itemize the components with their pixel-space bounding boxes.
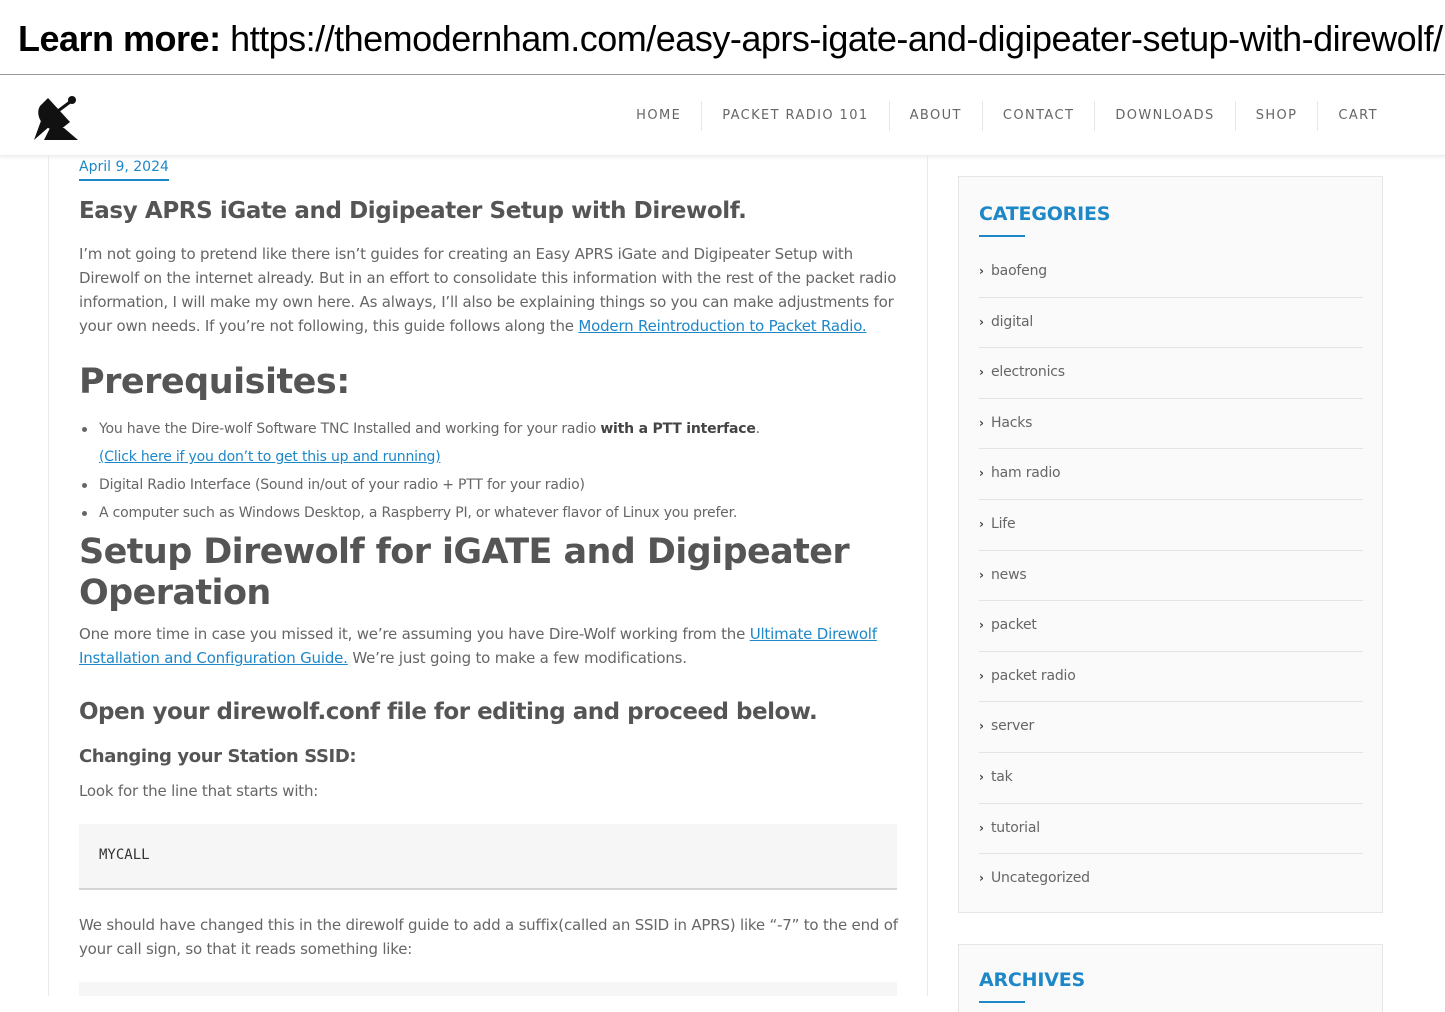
category-hacks[interactable] — [979, 399, 1363, 450]
setup-text-end: We’re just going to make a few modifications. — [347, 649, 687, 667]
archives-widget — [958, 944, 1383, 1012]
chevron-right-icon: › — [979, 668, 984, 683]
nav-cart[interactable]: CART — [1317, 101, 1398, 131]
setup-guide-link[interactable]: (Click here if you don’t to get this up and running) — [99, 449, 441, 465]
category-label: ham radio — [991, 465, 1061, 482]
bullet1-end: . — [755, 421, 760, 437]
list-item: A computer such as Windows Desktop, a Raspberry PI, or whatever flavor of Linux you prefer. — [79, 499, 899, 527]
chevron-right-icon: › — [979, 314, 984, 329]
content-area — [48, 156, 928, 996]
category-label: baofeng — [991, 263, 1047, 279]
nav-packet-radio-101[interactable]: PACKET RADIO 101 — [701, 101, 888, 131]
category-label: packet — [991, 617, 1037, 634]
prerequisites-heading: Prerequisites: — [79, 362, 350, 402]
category-label: packet radio — [991, 667, 1076, 684]
look-paragraph: Look for the line that starts with: — [79, 782, 319, 800]
code-mycall: MYCALL — [99, 847, 150, 863]
category-packet[interactable] — [979, 601, 1363, 652]
setup-paragraph — [79, 622, 899, 670]
code-block — [79, 824, 897, 890]
category-uncategorized[interactable] — [979, 854, 1363, 905]
chevron-right-icon: › — [979, 516, 984, 531]
category-tutorial[interactable] — [979, 804, 1363, 855]
category-label: Uncategorized — [991, 870, 1090, 887]
list-item: Digital Radio Interface (Sound in/out of your radio + PTT for your radio) — [79, 471, 899, 499]
nav-shop[interactable]: SHOP — [1235, 101, 1318, 131]
bullet1-text: You have the Dire-wolf Software TNC Installed and working for your radio — [99, 421, 601, 437]
category-label: tutorial — [991, 819, 1040, 836]
ssid-heading: Changing your Station SSID: — [79, 746, 357, 767]
intro-link[interactable]: Modern Reintroduction to Packet Radio. — [578, 317, 867, 335]
prerequisites-list — [79, 415, 899, 527]
category-news[interactable] — [979, 551, 1363, 602]
chevron-right-icon: › — [979, 820, 984, 835]
category-label: digital — [991, 313, 1034, 330]
bullet1-bold: with a PTT interface — [600, 421, 756, 437]
chevron-right-icon: › — [979, 264, 984, 278]
categories-widget — [958, 176, 1383, 913]
category-life[interactable] — [979, 500, 1363, 551]
archives-title: ARCHIVES — [979, 969, 1086, 991]
satellite-dish-icon[interactable] — [30, 88, 84, 142]
nav-home[interactable]: HOME — [636, 108, 682, 123]
chevron-right-icon: › — [979, 618, 984, 633]
category-label: Hacks — [991, 414, 1033, 431]
category-label: tak — [991, 768, 1013, 785]
list-item — [79, 443, 899, 471]
nav-about[interactable]: ABOUT — [889, 101, 982, 131]
banner-url[interactable]: https://themodernham.com/easy-aprs-igate-and-digipeater-setup-with-direwolf/ — [230, 18, 1443, 59]
chevron-right-icon: › — [979, 769, 984, 784]
chevron-right-icon: › — [979, 567, 984, 582]
category-baofeng[interactable] — [979, 247, 1363, 298]
category-label: news — [991, 566, 1027, 583]
post-date[interactable]: April 9, 2024 — [79, 159, 169, 181]
chevron-right-icon: › — [979, 719, 984, 734]
category-label: Life — [991, 515, 1016, 532]
chevron-right-icon: › — [979, 365, 984, 380]
chevron-right-icon: › — [979, 871, 984, 886]
site-header — [0, 76, 1445, 156]
banner-label: Learn more: — [18, 18, 221, 59]
post-title: Easy APRS iGate and Digipeater Setup with Direwolf. — [79, 198, 747, 224]
list-item — [79, 415, 899, 443]
category-packet-radio[interactable] — [979, 652, 1363, 703]
banner-text — [18, 18, 1443, 60]
category-digital[interactable] — [979, 298, 1363, 349]
category-ham-radio[interactable] — [979, 449, 1363, 500]
ultimate-guide-link[interactable]: Ultimate Direwolf Installation and Configuration Guide. — [79, 625, 877, 667]
category-label: server — [991, 718, 1035, 735]
intro-paragraph — [79, 242, 899, 338]
categories-title: CATEGORIES — [979, 203, 1111, 225]
main-nav — [616, 76, 1398, 156]
open-conf-heading: Open your direwolf.conf file for editing and proceed below. — [79, 699, 818, 725]
code-block-2 — [79, 982, 897, 996]
category-electronics[interactable] — [979, 348, 1363, 399]
setup-heading: Setup Direwolf for iGATE and Digipeater Operation — [79, 532, 850, 613]
suffix-paragraph: We should have changed this in the direwolf guide to add a suffix(called an SSID in APRS) like “-7” to the end of your call sign, so that it reads something like: — [79, 916, 898, 958]
learn-more-banner — [0, 0, 1445, 75]
chevron-right-icon: › — [979, 415, 984, 430]
nav-downloads[interactable]: DOWNLOADS — [1094, 101, 1234, 131]
nav-contact[interactable]: CONTACT — [982, 101, 1094, 131]
category-server[interactable] — [979, 702, 1363, 753]
categories-list — [979, 247, 1363, 905]
setup-text: One more time in case you missed it, we’re assuming you have Dire-Wolf working from the — [79, 625, 750, 643]
chevron-right-icon: › — [979, 466, 984, 481]
category-tak[interactable] — [979, 753, 1363, 804]
intro-text: I’m not going to pretend like there isn’t guides for creating an Easy APRS iGate and Digipeater Setup with Direwolf on the internet already. But in an effort to consolidate this information with the rest of the packet radio information, I will make my own here. As always, I’ll also be explaining things so you can make adjustments for your own needs. If you’re not following, this guide follows along the — [79, 245, 897, 335]
category-label: electronics — [991, 364, 1065, 381]
